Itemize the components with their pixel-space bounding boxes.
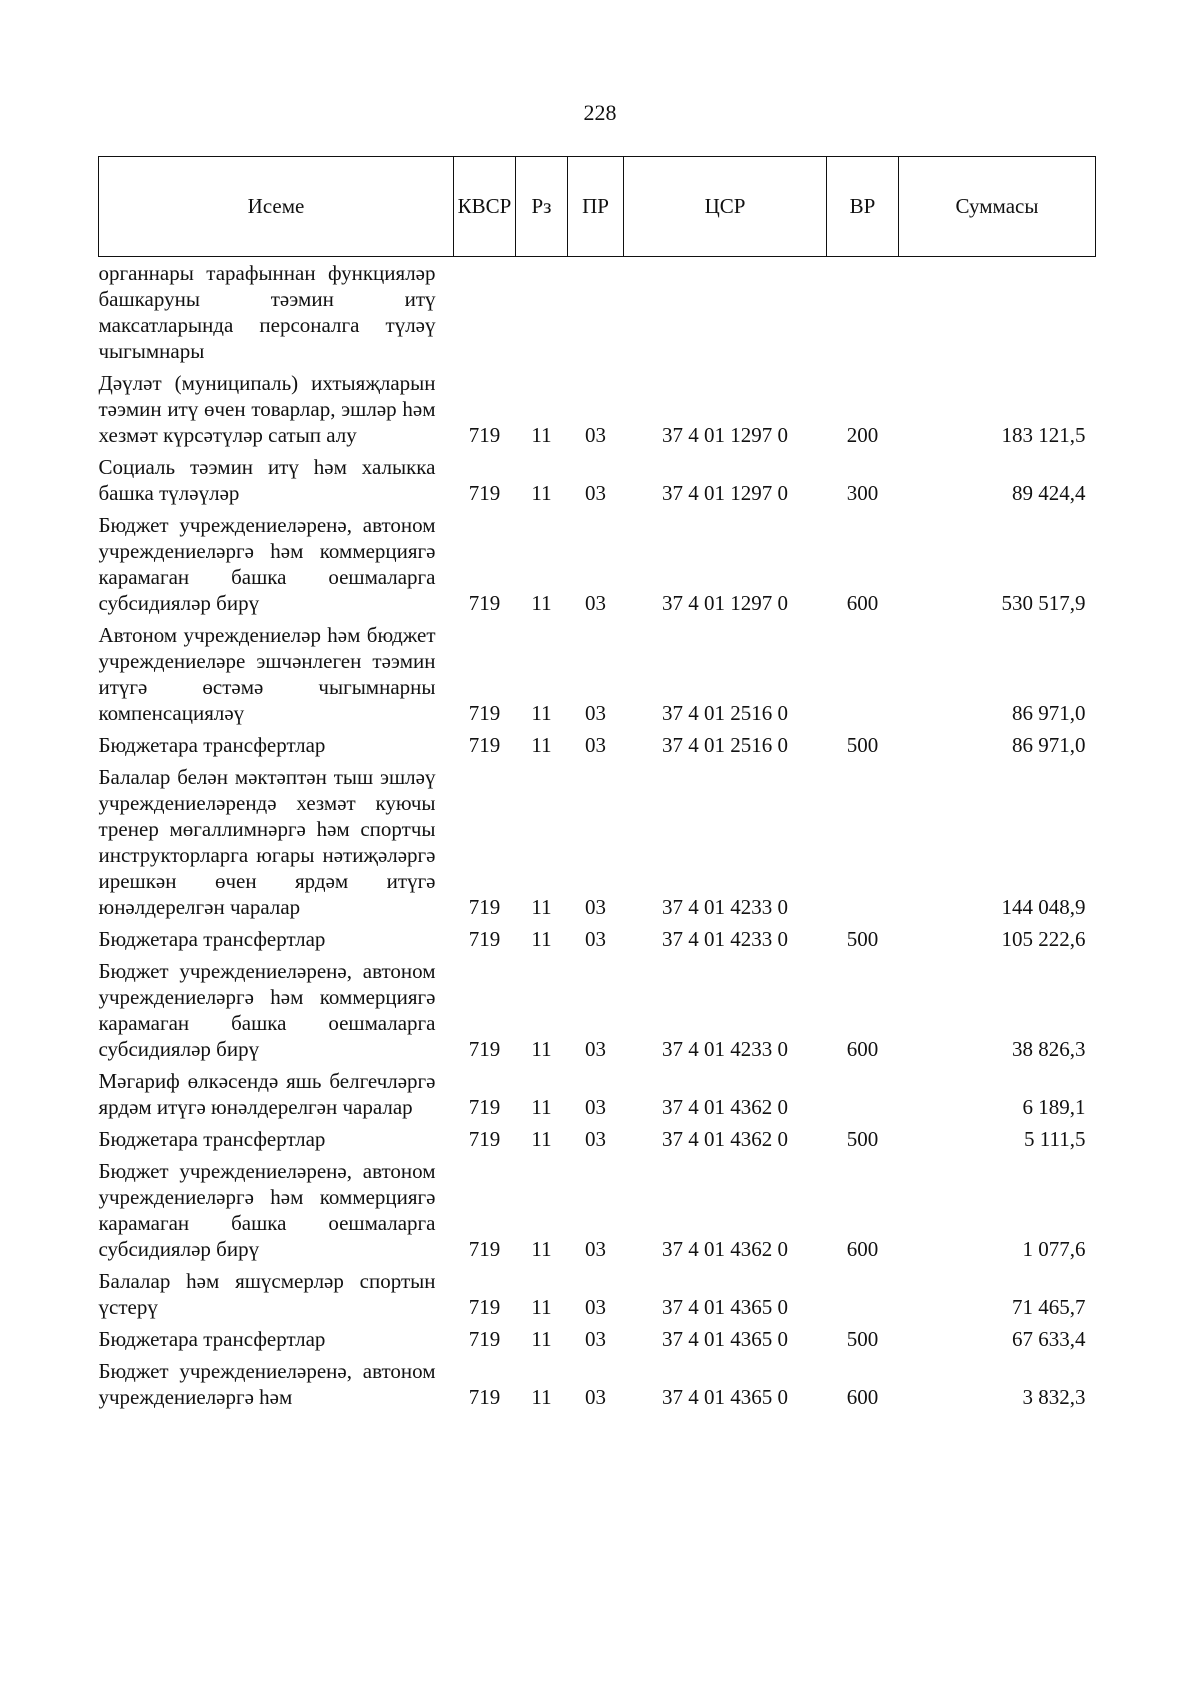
cell-kvsr: 719 xyxy=(468,1127,501,1151)
cell-kvsr: 719 xyxy=(468,591,501,615)
cell-csr: 37 4 01 4362 0 xyxy=(662,1237,788,1261)
cell-rz: 11 xyxy=(531,1327,552,1351)
table-row xyxy=(99,1065,1096,1123)
cell-kvsr: 719 xyxy=(468,1327,501,1351)
cell-vr: 500 xyxy=(846,927,879,951)
cell-rz: 11 xyxy=(531,1385,552,1409)
cell-kvsr: 719 xyxy=(468,1095,501,1119)
cell-name: органнары тарафыннан функцияләр башкаруны тәэмин итү максатларында персоналга түләү чыгымнары xyxy=(98,261,436,363)
table-row xyxy=(99,729,1096,761)
cell-pr: 03 xyxy=(585,1237,606,1261)
cell-pr: 03 xyxy=(585,1327,606,1351)
header-kvsr: КВСР xyxy=(454,157,516,257)
cell-name: Бюджет учреждениеләренә, автоном учреждениеләргә һәм xyxy=(98,1359,436,1409)
header-name: Исеме xyxy=(99,157,454,257)
header-pr: ПР xyxy=(568,157,624,257)
cell-pr: 03 xyxy=(585,1295,606,1319)
table-row xyxy=(99,761,1096,923)
table-row xyxy=(99,257,1096,368)
cell-kvsr: 719 xyxy=(468,1037,501,1061)
cell-pr: 03 xyxy=(585,1037,606,1061)
budget-table xyxy=(98,156,1096,1413)
cell-rz: 11 xyxy=(531,733,552,757)
cell-sum: 5 111,5 xyxy=(1024,1127,1086,1151)
cell-kvsr: 719 xyxy=(468,481,501,505)
table-header xyxy=(99,157,1096,257)
cell-vr: 600 xyxy=(846,1385,879,1409)
cell-csr: 37 4 01 4365 0 xyxy=(662,1385,788,1409)
cell-pr: 03 xyxy=(585,1385,606,1409)
cell-sum: 1 077,6 xyxy=(1022,1237,1086,1261)
cell-name: Бюджетара трансфертлар xyxy=(98,1127,326,1151)
table-row xyxy=(99,1155,1096,1265)
cell-pr: 03 xyxy=(585,1127,606,1151)
table-row xyxy=(99,451,1096,509)
cell-vr: 600 xyxy=(846,591,879,615)
cell-rz: 11 xyxy=(531,423,552,447)
cell-sum: 38 826,3 xyxy=(1012,1037,1086,1061)
cell-pr: 03 xyxy=(585,927,606,951)
cell-pr: 03 xyxy=(585,895,606,919)
cell-sum: 6 189,1 xyxy=(1022,1095,1086,1119)
cell-pr: 03 xyxy=(585,1095,606,1119)
table-row xyxy=(99,1323,1096,1355)
cell-name: Социаль тәэмин итү һәм халыкка башка түләүләр xyxy=(98,455,436,505)
header-row xyxy=(99,157,1096,257)
cell-name: Бюджет учреждениеләренә, автоном учреждениеләргә һәм коммерциягә карамаган башка оешмаларга субсидияләр бирү xyxy=(98,513,436,615)
cell-pr: 03 xyxy=(585,733,606,757)
cell-sum: 67 633,4 xyxy=(1012,1327,1086,1351)
cell-rz: 11 xyxy=(531,1295,552,1319)
header-sum: Суммасы xyxy=(899,157,1096,257)
cell-name: Бюджетара трансфертлар xyxy=(98,927,326,951)
cell-csr xyxy=(624,257,827,368)
cell-pr: 03 xyxy=(585,701,606,725)
cell-pr: 03 xyxy=(585,481,606,505)
cell-vr: 500 xyxy=(846,1127,879,1151)
cell-sum: 105 222,6 xyxy=(1001,927,1086,951)
header-vr: ВР xyxy=(827,157,899,257)
cell-kvsr: 719 xyxy=(468,733,501,757)
table-row xyxy=(99,955,1096,1065)
cell-csr: 37 4 01 4362 0 xyxy=(662,1095,788,1119)
cell-name: Мәгариф өлкәсендә яшь белгечләргә ярдәм итүгә юнәлдерелгән чаралар xyxy=(98,1069,436,1119)
cell-name: Автоном учреждениеләр һәм бюджет учреждениеләре эшчәнлеген тәэмин итүгә өстәмә чыгымнарны компенсацияләү xyxy=(98,623,436,725)
table-row xyxy=(99,509,1096,619)
cell-sum xyxy=(899,257,1096,368)
header-csr: ЦСР xyxy=(624,157,827,257)
cell-rz: 11 xyxy=(531,1237,552,1261)
cell-vr: 300 xyxy=(846,481,879,505)
cell-kvsr: 719 xyxy=(468,1295,501,1319)
cell-kvsr: 719 xyxy=(468,1237,501,1261)
cell-sum: 183 121,5 xyxy=(1001,423,1086,447)
cell-sum: 530 517,9 xyxy=(1001,591,1086,615)
table-row xyxy=(99,1355,1096,1413)
cell-vr xyxy=(827,1065,899,1123)
cell-vr xyxy=(827,619,899,729)
cell-csr: 37 4 01 4365 0 xyxy=(662,1327,788,1351)
cell-kvsr xyxy=(454,257,516,368)
table-row xyxy=(99,1123,1096,1155)
cell-csr: 37 4 01 4233 0 xyxy=(662,927,788,951)
cell-name: Балалар белән мәктәптән тыш эшләү учреждениеләрендә хезмәт куючы тренер мөгаллимнәргә һәм спортчы инструкторларга югары нәтиҗәләргә ирешкән өчен ярдәм итүгә юнәлдерелгән чаралар xyxy=(98,765,436,919)
cell-sum: 3 832,3 xyxy=(1022,1385,1086,1409)
cell-sum: 144 048,9 xyxy=(1001,895,1086,919)
cell-sum: 86 971,0 xyxy=(1012,701,1086,725)
cell-vr xyxy=(827,761,899,923)
cell-rz: 11 xyxy=(531,1037,552,1061)
cell-rz xyxy=(516,257,568,368)
table-row xyxy=(99,367,1096,451)
cell-vr: 500 xyxy=(846,1327,879,1351)
cell-sum: 71 465,7 xyxy=(1012,1295,1086,1319)
cell-csr: 37 4 01 1297 0 xyxy=(662,481,788,505)
cell-kvsr: 719 xyxy=(468,927,501,951)
cell-vr: 600 xyxy=(846,1237,879,1261)
cell-rz: 11 xyxy=(531,895,552,919)
cell-rz: 11 xyxy=(531,701,552,725)
cell-csr: 37 4 01 4233 0 xyxy=(662,895,788,919)
table-row xyxy=(99,1265,1096,1323)
cell-csr: 37 4 01 1297 0 xyxy=(662,591,788,615)
cell-name: Бюджет учреждениеләренә, автоном учреждениеләргә һәм коммерциягә карамаган башка оешмаларга субсидияләр бирү xyxy=(98,959,436,1061)
table-body xyxy=(99,257,1096,1414)
cell-csr: 37 4 01 4365 0 xyxy=(662,1295,788,1319)
cell-vr: 500 xyxy=(846,733,879,757)
cell-pr: 03 xyxy=(585,423,606,447)
cell-kvsr: 719 xyxy=(468,1385,501,1409)
cell-rz: 11 xyxy=(531,591,552,615)
cell-csr: 37 4 01 2516 0 xyxy=(662,733,788,757)
cell-rz: 11 xyxy=(531,1095,552,1119)
cell-kvsr: 719 xyxy=(468,895,501,919)
cell-name: Бюджетара трансфертлар xyxy=(98,733,326,757)
cell-pr xyxy=(568,257,624,368)
cell-rz: 11 xyxy=(531,481,552,505)
cell-name: Дәүләт (муниципаль) ихтыяҗларын тәэмин итү өчен товарлар, эшләр һәм хезмәт күрсәтүләр сатып алу xyxy=(98,371,436,447)
cell-csr: 37 4 01 1297 0 xyxy=(662,423,788,447)
header-rz: Рз xyxy=(516,157,568,257)
cell-name: Балалар һәм яшүсмерләр спортын үстерү xyxy=(98,1269,436,1319)
table-row xyxy=(99,619,1096,729)
cell-name: Бюджет учреждениеләренә, автоном учреждениеләргә һәм коммерциягә карамаган башка оешмаларга субсидияләр бирү xyxy=(98,1159,436,1261)
cell-name: Бюджетара трансфертлар xyxy=(98,1327,326,1351)
table-row xyxy=(99,923,1096,955)
cell-csr: 37 4 01 4362 0 xyxy=(662,1127,788,1151)
cell-sum: 89 424,4 xyxy=(1012,481,1086,505)
cell-kvsr: 719 xyxy=(468,701,501,725)
cell-csr: 37 4 01 4233 0 xyxy=(662,1037,788,1061)
cell-rz: 11 xyxy=(531,1127,552,1151)
cell-rz: 11 xyxy=(531,927,552,951)
cell-vr: 600 xyxy=(846,1037,879,1061)
cell-kvsr: 719 xyxy=(468,423,501,447)
cell-sum: 86 971,0 xyxy=(1012,733,1086,757)
cell-vr: 200 xyxy=(846,423,879,447)
page-number: 228 xyxy=(583,100,617,125)
cell-csr: 37 4 01 2516 0 xyxy=(662,701,788,725)
cell-vr xyxy=(827,257,899,368)
cell-vr xyxy=(827,1265,899,1323)
cell-pr: 03 xyxy=(585,591,606,615)
